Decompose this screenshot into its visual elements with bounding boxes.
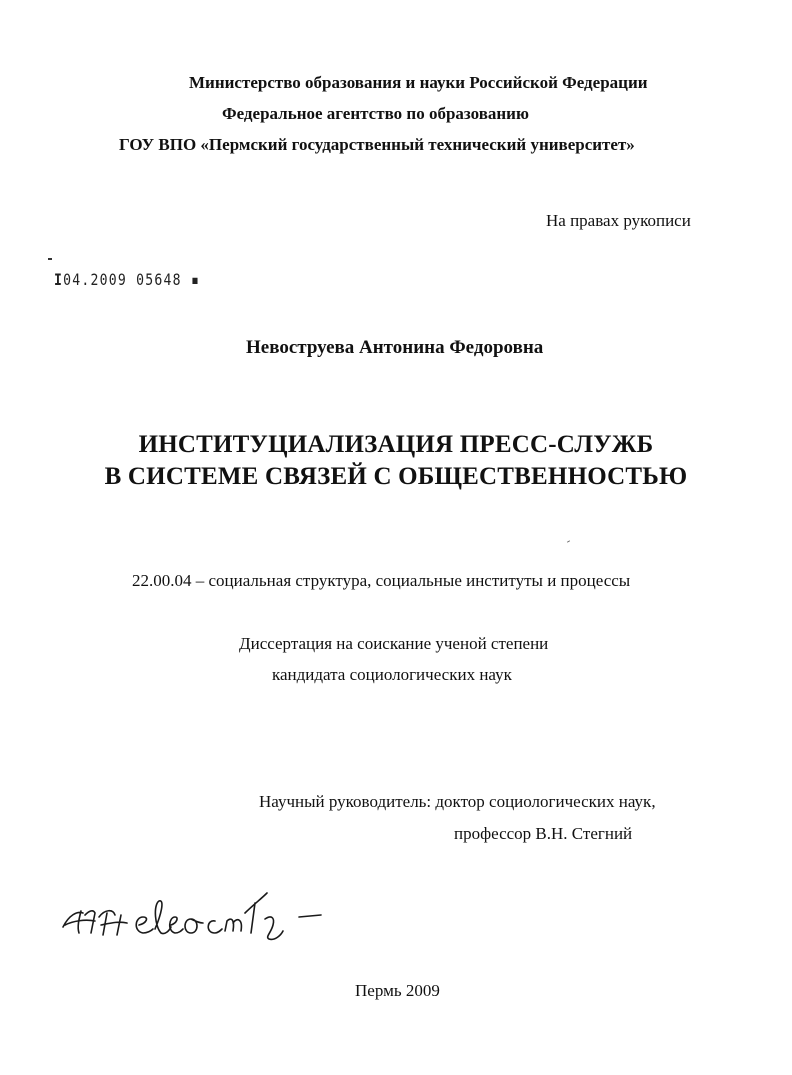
degree-line1: Диссертация на соискание ученой степени	[239, 634, 549, 653]
dissertation-title-line1: ИНСТИТУЦИАЛИЗАЦИЯ ПРЕСС-СЛУЖБ	[138, 431, 654, 458]
ministry-heading: Министерство образования и науки Российской Федерации	[189, 73, 648, 92]
university-heading: ГОУ ВПО «Пермский государственный технический университет»	[119, 135, 635, 154]
place-and-year: Пермь 2009	[355, 981, 440, 1000]
author-name: Невоструева Антонина Федоровна	[246, 337, 544, 358]
degree-line2: кандидата социологических наук	[272, 665, 512, 684]
specialty-code: 22.00.04 – социальная структура, социальные институты и процессы	[132, 571, 631, 590]
handwritten-signature	[55, 875, 335, 945]
agency-heading: Федеральное агентство по образованию	[222, 104, 529, 123]
archive-number: I04.2009 05648 ▪	[54, 270, 201, 289]
supervisor-line1: Научный руководитель: доктор социологических наук,	[259, 792, 656, 811]
manuscript-note: На правах рукописи	[546, 211, 691, 230]
supervisor-line2: профессор В.Н. Стегний	[454, 824, 633, 843]
stamp-mark	[48, 258, 52, 260]
page-speck	[567, 540, 570, 542]
dissertation-title-line2: В СИСТЕМЕ СВЯЗЕЙ С ОБЩЕСТВЕННОСТЬЮ	[104, 463, 688, 490]
